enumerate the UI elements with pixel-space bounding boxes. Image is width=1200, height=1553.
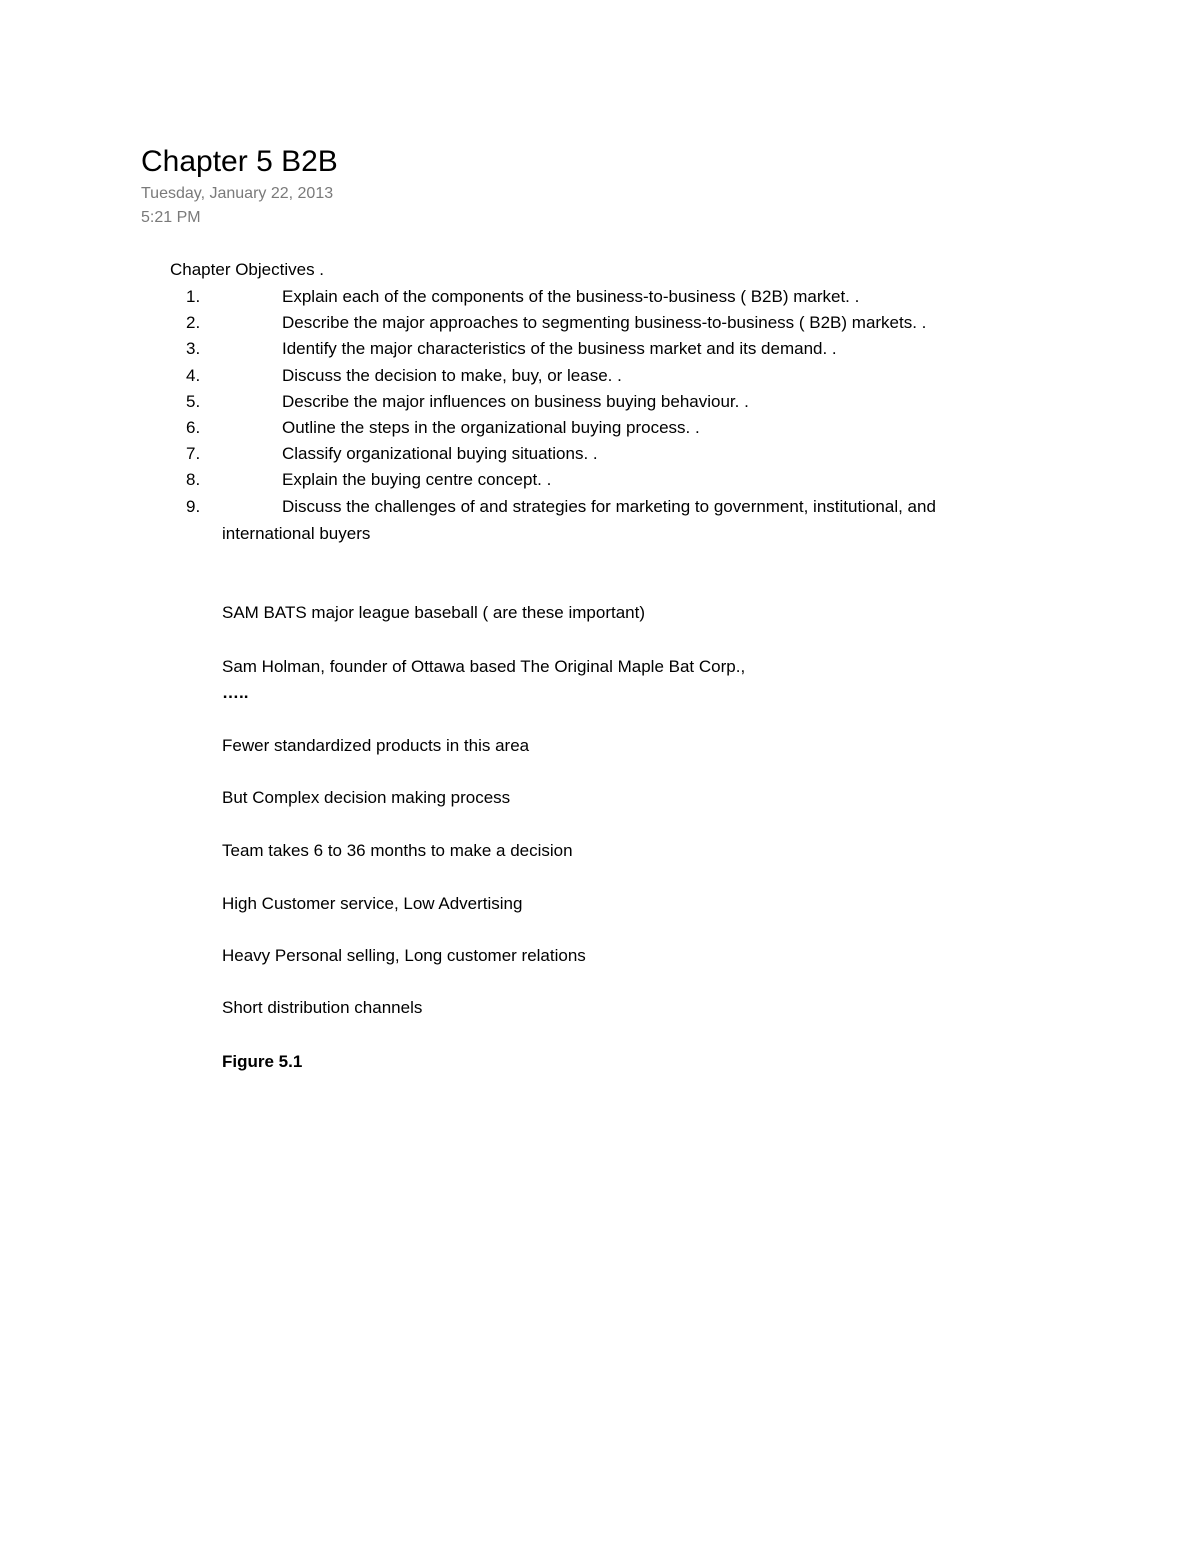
- objective-text: Describe the major approaches to segmenting business-to-business ( B2B) markets. .: [282, 313, 927, 333]
- objective-number: 8.: [186, 470, 201, 490]
- page-title: Chapter 5 B2B: [141, 145, 338, 178]
- objective-number: 9.: [186, 496, 201, 516]
- note-sam-holman: Sam Holman, founder of Ottawa based The Original Maple Bat Corp.,: [222, 657, 746, 676]
- note-sam-bats: SAM BATS major league baseball ( are these important): [222, 603, 645, 622]
- objective-item: [0, 312, 1200, 338]
- objective-number: 2.: [186, 313, 201, 333]
- objective-number: 6.: [186, 417, 201, 437]
- objective-item: [0, 469, 1200, 495]
- objective-number: 7.: [186, 444, 201, 464]
- objective-item: [0, 338, 1200, 364]
- objective-number: 1.: [186, 287, 201, 306]
- objective-text: Classify organizational buying situations. .: [282, 444, 598, 464]
- objective-text: Discuss the decision to make, buy, or lease. .: [282, 365, 622, 385]
- objective-item: [0, 417, 1200, 443]
- note-customer-service: High Customer service, Low Advertising: [222, 894, 523, 913]
- objectives-list: [0, 286, 1200, 522]
- note-personal-selling: Heavy Personal selling, Long customer relations: [222, 946, 586, 965]
- page-date: Tuesday, January 22, 2013: [141, 185, 334, 202]
- objective-number: 4.: [186, 365, 201, 385]
- objective-item: [0, 443, 1200, 469]
- objective-text: Outline the steps in the organizational buying process. .: [282, 417, 700, 437]
- objectives-heading: Chapter Objectives .: [170, 260, 325, 279]
- objective-text: Describe the major influences on business buying behaviour. .: [282, 391, 749, 411]
- objective-text: Discuss the challenges of and strategies for marketing to government, institutional, and: [282, 496, 936, 516]
- note-ellipsis: …..: [222, 683, 249, 702]
- objective-number: 5.: [186, 391, 201, 411]
- note-distribution-channels: Short distribution channels: [222, 998, 423, 1017]
- figure-label: Figure 5.1: [222, 1052, 303, 1071]
- objective-continuation: international buyers: [222, 524, 371, 543]
- page-time: 5:21 PM: [141, 209, 201, 226]
- objective-item: [0, 391, 1200, 417]
- note-fewer-products: Fewer standardized products in this area: [222, 736, 530, 755]
- objective-item: [0, 286, 1200, 312]
- objective-text: Explain the buying centre concept. .: [282, 470, 552, 490]
- objective-text: Explain each of the components of the business-to-business ( B2B) market. .: [282, 287, 860, 306]
- objective-item: [0, 365, 1200, 391]
- objective-item: [0, 496, 1200, 522]
- objective-number: 3.: [186, 339, 201, 359]
- note-team-months: Team takes 6 to 36 months to make a decision: [222, 841, 573, 860]
- objective-text: Identify the major characteristics of the business market and its demand. .: [282, 339, 837, 359]
- note-complex-decision: But Complex decision making process: [222, 788, 511, 807]
